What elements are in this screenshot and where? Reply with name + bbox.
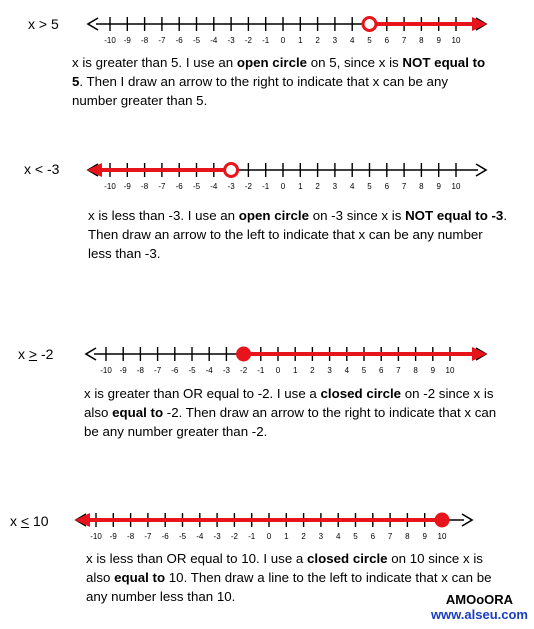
solution-arrowhead [472, 17, 487, 31]
tick-label: 2 [301, 532, 306, 541]
tick-label: 8 [419, 182, 424, 191]
explanation-text: . Then I draw an arrow to the right to indicate that x can be any number greater than 5. [72, 74, 448, 108]
tick-label: 1 [292, 366, 298, 375]
open-circle-marker [225, 164, 238, 177]
tick-label: 7 [401, 36, 407, 45]
tick-label: 3 [332, 36, 338, 45]
label-value: 10 [29, 513, 49, 529]
tick-label: 5 [361, 366, 367, 375]
tick-label: 5 [367, 182, 372, 191]
explanation-1 [72, 53, 492, 110]
tick-label: -1 [262, 36, 270, 45]
emphasis-text: closed circle [307, 551, 388, 566]
tick-label: 10 [451, 182, 461, 191]
tick-label: -2 [230, 532, 238, 541]
tick-label: 8 [419, 36, 424, 45]
tick-label: -5 [192, 182, 201, 191]
tick-label: -10 [90, 532, 102, 541]
tick-label: 4 [349, 182, 355, 191]
tick-label: 5 [367, 36, 372, 45]
inequality-label-text: x < -3 [24, 161, 60, 177]
explanation-text: x is less than -3. I use an [88, 208, 239, 223]
tick-label: -6 [161, 532, 169, 541]
tick-label: 9 [436, 182, 441, 191]
tick-label: -1 [248, 532, 256, 541]
tick-label: -5 [188, 366, 196, 375]
tick-label: -9 [123, 36, 131, 45]
tick-label: 5 [353, 532, 358, 541]
solution-arrowhead [75, 513, 90, 527]
tick-label: -10 [104, 182, 116, 191]
emphasis-text: closed circle [320, 386, 402, 401]
tick-label: 0 [266, 532, 272, 541]
explanation-text: on 5, since x is [307, 55, 403, 70]
closed-circle-marker [435, 513, 450, 528]
tick-label: -4 [205, 366, 213, 375]
tick-label: -2 [244, 36, 252, 45]
tick-label: 2 [310, 366, 315, 375]
explanation-3 [84, 384, 504, 441]
emphasis-text: equal to [114, 570, 166, 585]
tick-label: -4 [210, 182, 218, 191]
tick-label: 7 [387, 532, 393, 541]
tick-label: 0 [275, 366, 281, 375]
tick-label: 0 [280, 182, 286, 191]
emphasis-text: open circle [236, 55, 308, 70]
tick-label: 6 [384, 36, 390, 45]
label-var: x [18, 346, 29, 362]
tick-label: 1 [298, 36, 303, 45]
tick-label: 3 [318, 532, 324, 541]
tick-label: -9 [123, 182, 131, 191]
label-var: x [10, 513, 21, 529]
tick-label: 10 [445, 366, 455, 375]
tick-label: -7 [158, 182, 166, 191]
tick-label: 9 [430, 366, 436, 375]
tick-label: 4 [344, 366, 350, 375]
explanation-2 [88, 206, 508, 263]
site-link[interactable]: www.alseu.com [430, 607, 528, 622]
brand-text: AMOoORA [445, 592, 514, 607]
closed-circle-marker [236, 347, 251, 362]
explanation-text: 10. Then draw a line to the left to indicate that x can be any number less than 10. [86, 570, 492, 604]
tick-label: -2 [240, 366, 248, 375]
tick-label: -1 [257, 366, 265, 375]
tick-label: -6 [175, 182, 183, 191]
tick-label: -3 [227, 36, 235, 45]
tick-label: 10 [437, 532, 447, 541]
leq-symbol: < [20, 513, 30, 529]
tick-label: -6 [175, 36, 183, 45]
tick-label: -9 [119, 366, 127, 375]
tick-label: -8 [127, 532, 135, 541]
open-circle-marker [363, 18, 376, 31]
tick-label: 7 [401, 182, 407, 191]
explanation-text: x is greater than OR equal to -2. I use a [84, 386, 321, 401]
explanation-text: x is greater than 5. I use an [72, 55, 237, 70]
tick-label: -9 [109, 532, 117, 541]
tick-label: 2 [315, 36, 320, 45]
tick-label: -4 [210, 36, 218, 45]
explanation-text: x is less than OR equal to 10. I use a [86, 551, 307, 566]
tick-label: 1 [298, 182, 303, 191]
tick-label: -4 [196, 532, 204, 541]
tick-label: -5 [178, 532, 187, 541]
tick-label: -7 [144, 532, 152, 541]
explanation-text: . Then draw an arrow to the left to indicate that x can be any number less than -3. [88, 208, 508, 261]
tick-label: 6 [378, 366, 384, 375]
tick-label: 8 [413, 366, 418, 375]
tick-label: -3 [227, 182, 235, 191]
tick-label: -8 [136, 366, 144, 375]
emphasis-text: equal to [112, 405, 164, 420]
number-line-1 [0, 0, 534, 60]
tick-label: 9 [422, 532, 427, 541]
tick-label: 6 [370, 532, 376, 541]
tick-label: 8 [405, 532, 410, 541]
solution-arrowhead [472, 347, 487, 361]
number-line-2 [0, 140, 534, 200]
tick-label: -10 [100, 366, 112, 375]
tick-label: -8 [141, 182, 149, 191]
explanation-text: on -3 since x is [309, 208, 406, 223]
tick-label: 10 [451, 36, 461, 45]
tick-label: 1 [284, 532, 289, 541]
tick-label: -10 [104, 36, 116, 45]
tick-label: -1 [262, 182, 270, 191]
tick-label: -7 [154, 366, 162, 375]
number-line-3 [0, 324, 534, 384]
explanation-text: -2. Then draw an arrow to the right to indicate that x can be any number greater than -2. [84, 405, 497, 439]
explanation-text: on 10 since x is also [86, 551, 483, 585]
tick-label: 6 [384, 182, 390, 191]
inequality-label-text: x > 5 [28, 16, 59, 32]
tick-label: 3 [327, 366, 332, 375]
tick-label: -7 [158, 36, 166, 45]
emphasis-text: open circle [238, 208, 309, 223]
footer [431, 592, 528, 622]
tick-label: -6 [171, 366, 179, 375]
tick-label: 4 [335, 532, 341, 541]
tick-label: 9 [436, 36, 441, 45]
geq-symbol: > [28, 346, 38, 362]
explanation-text: on -2 since x is also [84, 386, 494, 420]
tick-label: -2 [244, 182, 252, 191]
tick-label: -8 [141, 36, 149, 45]
label-value: -2 [37, 346, 54, 362]
tick-label: -3 [222, 366, 230, 375]
solution-arrowhead [87, 163, 102, 177]
tick-label: 4 [349, 36, 355, 45]
tick-label: 0 [280, 36, 286, 45]
tick-label: 2 [315, 182, 320, 191]
tick-label: 7 [396, 366, 401, 375]
tick-label: 3 [332, 182, 338, 191]
tick-label: -3 [213, 532, 221, 541]
number-line-4 [0, 490, 534, 550]
tick-label: -5 [192, 36, 201, 45]
emphasis-text: NOT equal to -3 [405, 208, 504, 223]
emphasis-text: NOT equal to 5 [72, 55, 486, 89]
